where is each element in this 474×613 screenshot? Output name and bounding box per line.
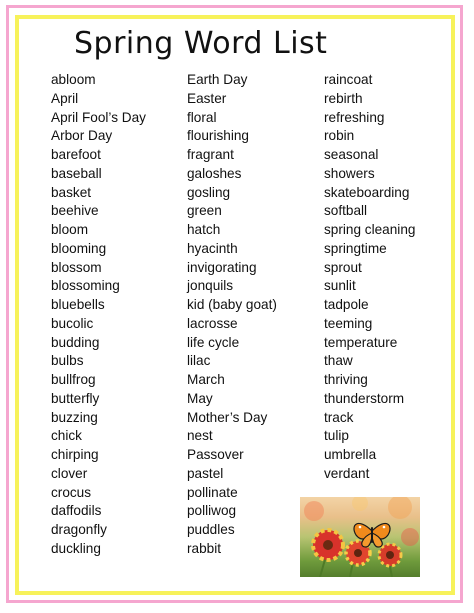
word-item: temperature	[324, 334, 398, 350]
word-item: life cycle	[187, 334, 240, 350]
word-item: floral	[187, 109, 217, 125]
word-item: polliwog	[187, 503, 237, 519]
word-item: gosling	[187, 184, 231, 200]
word-item: teeming	[324, 315, 373, 331]
word-item: showers	[324, 165, 375, 181]
word-item: pollinate	[187, 484, 238, 500]
word-item: chick	[51, 428, 82, 444]
word-item: hyacinth	[187, 240, 238, 256]
word-item: bloom	[51, 222, 89, 237]
word-item: basket	[51, 184, 92, 200]
butterfly-flowers-icon	[300, 497, 420, 577]
word-item: fragrant	[187, 147, 234, 162]
word-item: blossom	[51, 259, 102, 275]
word-item: Earth Day	[187, 72, 248, 87]
butterfly-photo	[300, 497, 420, 577]
word-column-2	[187, 71, 277, 559]
word-item: lacrosse	[187, 315, 238, 331]
word-item: Arbor Day	[51, 128, 113, 144]
word-item: thaw	[324, 353, 353, 369]
word-item: baseball	[51, 165, 102, 181]
word-item: springtime	[324, 240, 387, 256]
word-item: nest	[187, 428, 213, 444]
word-item: March	[187, 372, 225, 387]
word-item: Mother’s Day	[187, 409, 268, 425]
word-item: duckling	[51, 540, 101, 556]
word-item: hatch	[187, 222, 221, 237]
word-item: Easter	[187, 90, 227, 106]
word-item: refreshing	[324, 109, 385, 125]
word-item: sprout	[324, 259, 362, 275]
word-item: track	[324, 409, 354, 425]
word-item: April Fool’s Day	[51, 109, 146, 125]
word-item: raincoat	[324, 72, 373, 87]
word-item: rebirth	[324, 90, 363, 106]
word-item: May	[187, 390, 213, 406]
word-item: clover	[51, 465, 88, 481]
word-item: lilac	[187, 353, 211, 369]
word-item: bluebells	[51, 297, 105, 312]
word-item: galoshes	[187, 165, 242, 181]
word-item: jonquils	[187, 278, 234, 294]
word-item: verdant	[324, 465, 370, 481]
word-item: spring cleaning	[324, 222, 416, 237]
word-item: tadpole	[324, 297, 369, 312]
word-item: buzzing	[51, 409, 98, 425]
word-item: green	[187, 203, 222, 219]
word-item: softball	[324, 203, 368, 219]
word-item: kid (baby goat)	[187, 297, 277, 312]
word-item: bucolic	[51, 315, 94, 331]
word-item: dragonfly	[51, 522, 107, 537]
word-item: pastel	[187, 465, 224, 481]
word-item: sunlit	[324, 278, 356, 294]
word-item: beehive	[51, 203, 99, 219]
word-item: April	[51, 90, 79, 106]
word-item: robin	[324, 128, 355, 144]
word-item: abloom	[51, 72, 96, 87]
word-item: chirping	[51, 447, 99, 462]
word-item: blooming	[51, 240, 107, 256]
word-item: tulip	[324, 428, 349, 444]
word-item: thriving	[324, 372, 368, 387]
word-item: flourishing	[187, 128, 249, 144]
word-item: daffodils	[51, 503, 102, 519]
word-item: bullfrog	[51, 372, 96, 387]
word-item: skateboarding	[324, 184, 410, 200]
word-item: crocus	[51, 484, 92, 500]
page-title: Spring Word List	[74, 26, 328, 61]
word-item: seasonal	[324, 147, 379, 162]
word-item: blossoming	[51, 278, 120, 294]
word-item: Passover	[187, 447, 244, 462]
word-column-1	[51, 71, 146, 559]
word-item: bulbs	[51, 353, 84, 369]
word-item: thunderstorm	[324, 390, 405, 406]
word-item: barefoot	[51, 147, 101, 162]
word-column-3	[324, 71, 415, 484]
word-item: budding	[51, 334, 100, 350]
word-item: butterfly	[51, 390, 100, 406]
word-item: umbrella	[324, 447, 377, 462]
word-item: puddles	[187, 522, 235, 537]
word-item: rabbit	[187, 540, 222, 556]
word-item: invigorating	[187, 259, 257, 275]
